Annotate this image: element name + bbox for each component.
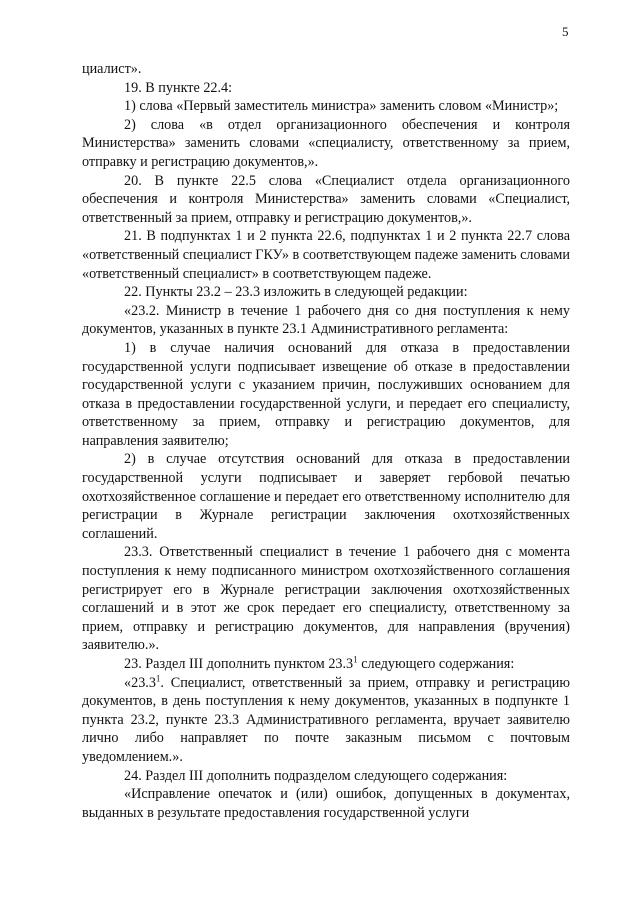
paragraph: 1) в случае наличия оснований для отказа в предоставлении государственной услуги подписывает извещение об отказе в предоставлении государственной услуги с указанием причин, послуживших основанием для отказа в предоставлении государственной услуги, и передает его специалисту, ответственному за прием, отправку и регистрацию документов, для направления заявителю; — [82, 339, 570, 449]
paragraph-text-end: . Специалист, ответственный за прием, отправку и регистрацию документов, в день поступления к нему документов, указанных в подпункте 1 пункта 23.2, пункте 23.3 Административного регламента, вручает заявителю лично либо направляет по почте заказным письмом с почтовым уведомлением.». — [82, 674, 570, 765]
paragraph: 23.3. Ответственный специалист в течение 1 рабочего дня с момента поступления к нему подписанного министром охотхозяйственного соглашения регистрирует его в Журнале регистрации заключения охотхозяйственных соглашений и в этот же срок передает его специалисту, ответственному за прием, отправку и регистрацию документов, для направления (вручения) заявителю.». — [82, 544, 570, 654]
paragraph: 21. В подпунктах 1 и 2 пункта 22.6, подпунктах 1 и 2 пункта 22.7 слова «ответственный специалист ГКУ» в соответствующем падеже заменить словами «ответственный специалист» в соответствующем падеже. — [82, 228, 570, 282]
paragraph: 1) слова «Первый заместитель министра» заменить словом «Министр»; — [124, 98, 559, 115]
paragraph: 2) в случае отсутствия оснований для отказа в предоставлении государственной услуги подписывает и заверяет гербовой печатью охотхозяйственное соглашение и передает его ответственному исполнителю для регистрации в Журнале регистрации заключения охотхозяйственных соглашений. — [82, 451, 570, 542]
paragraph: 24. Раздел III дополнить подразделом следующего содержания: — [124, 767, 508, 784]
paragraph-text-start: «23.3 — [124, 674, 156, 691]
paragraph: «23.2. Министр в течение 1 рабочего дня со дня поступления к нему документов, указанных в пункте 23.1 Административного регламента: — [82, 302, 570, 338]
paragraph — [82, 655, 570, 674]
superscript-index: 1 — [353, 654, 358, 665]
page-number: 5 — [562, 24, 569, 39]
paragraph: «Исправление опечаток и (или) ошибок, допущенных в документах, выданных в результате предоставления государственной услуги — [82, 786, 570, 821]
document-body — [82, 60, 570, 822]
paragraph: 20. В пункте 22.5 слова «Специалист отдела организационного обеспечения и контроля Министерства» заменить словами «Специалист, ответственный за прием, отправку и регистрацию документов,». — [82, 172, 570, 226]
paragraph: циалист». — [82, 61, 142, 77]
paragraph: 2) слова «в отдел организационного обеспечения и контроля Министерства» заменить словами «специалисту, ответственному за прием, отправку и регистрацию документов,». — [82, 116, 570, 170]
paragraph: 19. В пункте 22.4: — [124, 79, 233, 96]
paragraph-text-start: 23. Раздел III дополнить пунктом 23.3 — [124, 656, 354, 672]
paragraph — [82, 674, 570, 767]
paragraph-text-end: следующего содержания: — [357, 656, 515, 672]
paragraph: 22. Пункты 23.2 – 23.3 изложить в следующей редакции: — [124, 284, 468, 301]
superscript-index: 1 — [155, 672, 161, 683]
